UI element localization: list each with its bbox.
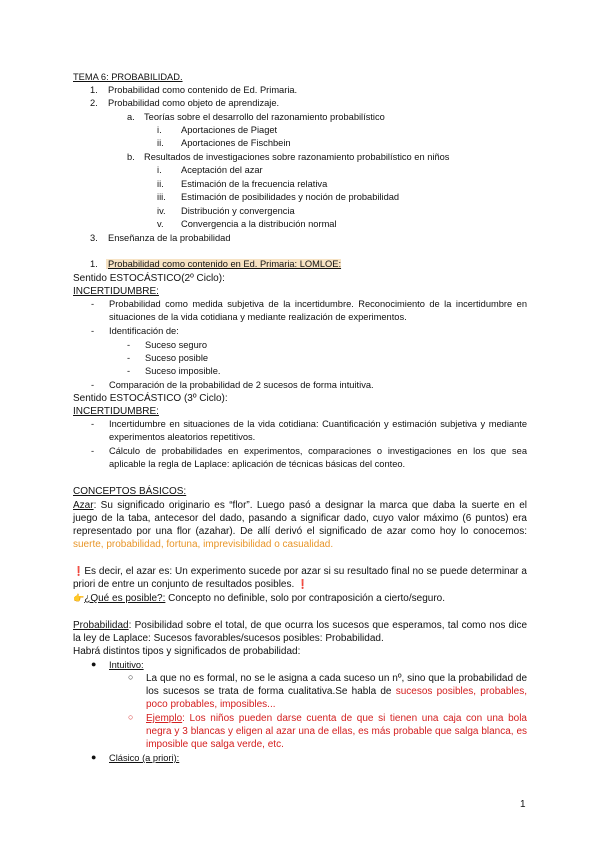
section-marker: 1.: [90, 259, 98, 269]
toc-marker: ii.: [157, 179, 164, 189]
sentido-2-ciclo: Sentido ESTOCÁSTICO(2º Ciclo):: [73, 273, 225, 284]
c1-item3: Comparación de la probabilidad de 2 sucesos de forma intuitiva.: [109, 380, 374, 390]
c2-item1: Incertidumbre en situaciones de la vida cotidiana: Cuantificación y estimación subjetiva y mediante experimentos aleatorios repetitivos.: [109, 419, 527, 442]
c1-sub3: Suceso imposible.: [145, 366, 221, 376]
dash-marker: -: [91, 380, 95, 390]
toc-item-1: [90, 84, 297, 97]
que-es-posible-line: [73, 592, 445, 605]
clasico-heading: Clásico (a priori):: [109, 753, 180, 763]
bullet-icon: ●: [91, 752, 97, 762]
circle-bullet-icon: ○: [128, 672, 134, 682]
toc-item-2a-i-label: Aportaciones de Piaget: [181, 125, 278, 135]
toc-marker: ii.: [157, 138, 164, 148]
azar-label: Azar: [73, 500, 94, 511]
toc-item-2b-iv-label: Distribución y convergencia: [181, 206, 295, 216]
c1-item2: Identificación de:: [109, 326, 179, 336]
toc-item-2: [90, 97, 279, 110]
dash-marker: -: [91, 326, 95, 336]
ejemplo-label: Ejemplo: [146, 713, 183, 724]
que-es-posible-answer: Concepto no definible, solo por contraposición a cierto/seguro.: [165, 593, 446, 604]
toc-item-2a-ii: [157, 137, 291, 150]
probabilidad-paragraph: [73, 619, 527, 645]
que-es-posible-question: ¿Qué es posible?:: [84, 593, 166, 604]
doc-title: TEMA 6: PROBABILIDAD.: [73, 72, 183, 82]
intuitivo-text: La que no es formal, no se le asigna a cada suceso un nº, sino que la probabilidad de los sucesos se trata de forma cualitativa.Se habla de: [146, 673, 527, 697]
toc-item-3-label: Enseñanza de la probabilidad: [108, 233, 231, 243]
section1-heading: [90, 258, 341, 271]
c1-item1: Probabilidad como medida subjetiva de la incertidumbre. Reconocimiento de la incertidumbre en situaciones de la vida cotidiana y mediante realización de experimentos.: [109, 299, 527, 322]
toc-item-2b-ii-label: Estimación de la frecuencia relativa: [181, 179, 328, 189]
toc-item-2b: [127, 151, 449, 164]
toc-marker: v.: [157, 219, 164, 229]
ejemplo-paragraph: [146, 712, 527, 751]
probabilidad-text: : Posibilidad sobre el total, de que ocurra los sucesos que esperamos, tal como nos dice la ley de Laplace: Sucesos favorables/sucesos posibles: Probabilidad.: [73, 620, 527, 644]
toc-item-2-label: Probabilidad como objeto de aprendizaje.: [108, 98, 280, 108]
toc-marker: b.: [127, 152, 135, 162]
page-number: 1: [520, 799, 526, 810]
exclamation-icon: ❗: [73, 566, 85, 576]
toc-marker: i.: [157, 125, 162, 135]
toc-item-2a-label: Teorías sobre el desarrollo del razonamiento probabilístico: [144, 112, 385, 122]
azar-synonyms: suerte, probabilidad, fortuna, imprevisibilidad o casualidad.: [73, 539, 334, 550]
ejemplo-text: : Los niños pueden darse cuenta de que si tienen una caja con una bola negra y 3 blancas y eligen al azar una de ellas, es más probable que salga blanca, es imposible que salga verde, etc.: [146, 713, 527, 750]
toc-marker: iii.: [157, 192, 166, 202]
c1-sub1: Suceso seguro: [145, 340, 208, 350]
exclamation-icon: ❗: [297, 579, 309, 589]
tipos-line: Habrá distintos tipos y significados de probabilidad:: [73, 646, 301, 657]
azar-paragraph: [73, 499, 527, 551]
sentido-3-ciclo: Sentido ESTOCÁSTICO (3º Ciclo):: [73, 393, 228, 404]
toc-item-2b-i: [157, 164, 263, 177]
toc-item-2b-i-label: Aceptación del azar: [181, 165, 263, 175]
toc-item-2a-i: [157, 124, 277, 137]
toc-item-2b-iii: [157, 191, 399, 204]
probabilidad-label: Probabilidad: [73, 620, 129, 631]
toc-item-2b-label: Resultados de investigaciones sobre razonamiento probabilístico en niños: [144, 152, 450, 162]
es-decir-text: Es decir, el azar es: Un experimento sucede por azar si su resultado final no se puede determinar a priori de entre un conjunto de resultados posibles.: [73, 566, 527, 590]
toc-item-2b-v-label: Convergencia a la distribución normal: [181, 219, 337, 229]
conceptos-heading: CONCEPTOS BÁSICOS:: [73, 486, 187, 497]
section1-heading-text: Probabilidad como contenido en Ed. Primaria: LOMLOE:: [108, 259, 342, 269]
pointing-hand-icon: 👉: [73, 593, 85, 603]
intuitivo-heading: Intuitivo:: [109, 660, 144, 670]
toc-marker: iv.: [157, 206, 166, 216]
dash-marker: -: [91, 299, 95, 309]
intuitivo-description: [146, 672, 527, 711]
toc-marker: i.: [157, 165, 162, 175]
dash-marker: -: [127, 353, 131, 363]
toc-item-2b-iv: [157, 205, 295, 218]
toc-item-2a-ii-label: Aportaciones de Fischbein: [181, 138, 291, 148]
c1-sub2: Suceso posible: [145, 353, 209, 363]
incertidumbre-heading-2: INCERTIDUMBRE:: [73, 406, 159, 417]
toc-item-1-label: Probabilidad como contenido de Ed. Primaria.: [108, 85, 298, 95]
toc-item-3: [90, 232, 231, 245]
incertidumbre-heading-1: INCERTIDUMBRE:: [73, 286, 159, 297]
toc-marker: 1.: [90, 85, 98, 95]
circle-bullet-icon: ○: [128, 712, 134, 722]
dash-marker: -: [127, 366, 131, 376]
dash-marker: -: [127, 340, 131, 350]
dash-marker: -: [91, 446, 95, 456]
toc-item-2b-ii: [157, 178, 327, 191]
es-decir-paragraph: [73, 565, 527, 591]
toc-item-2b-v: [157, 218, 337, 231]
toc-marker: 2.: [90, 98, 98, 108]
dash-marker: -: [91, 419, 95, 429]
azar-text: : Su significado originario es “flor”. Luego pasó a designar la marca que daba la suerte en el juego de la taba, antecesor del dado, pasando a significar dado, cuyo valor máximo (6 puntos) era representado por una flor (azahar). De allí derivó el significado de azar como hoy lo conocemos:: [73, 500, 527, 537]
toc-marker: 3.: [90, 233, 98, 243]
toc-marker: a.: [127, 112, 135, 122]
bullet-icon: ●: [91, 659, 97, 669]
toc-item-2b-iii-label: Estimación de posibilidades y noción de probabilidad: [181, 192, 400, 202]
intuitivo-examples: sucesos posibles, probables, poco probables, imposibles...: [146, 686, 527, 710]
c2-item2: Cálculo de probabilidades en experimentos, comparaciones o investigaciones en los que sea aplicable la regla de Laplace: aplicación de técnicas básicas del conteo.: [109, 446, 527, 469]
toc-item-2a: [127, 111, 385, 124]
